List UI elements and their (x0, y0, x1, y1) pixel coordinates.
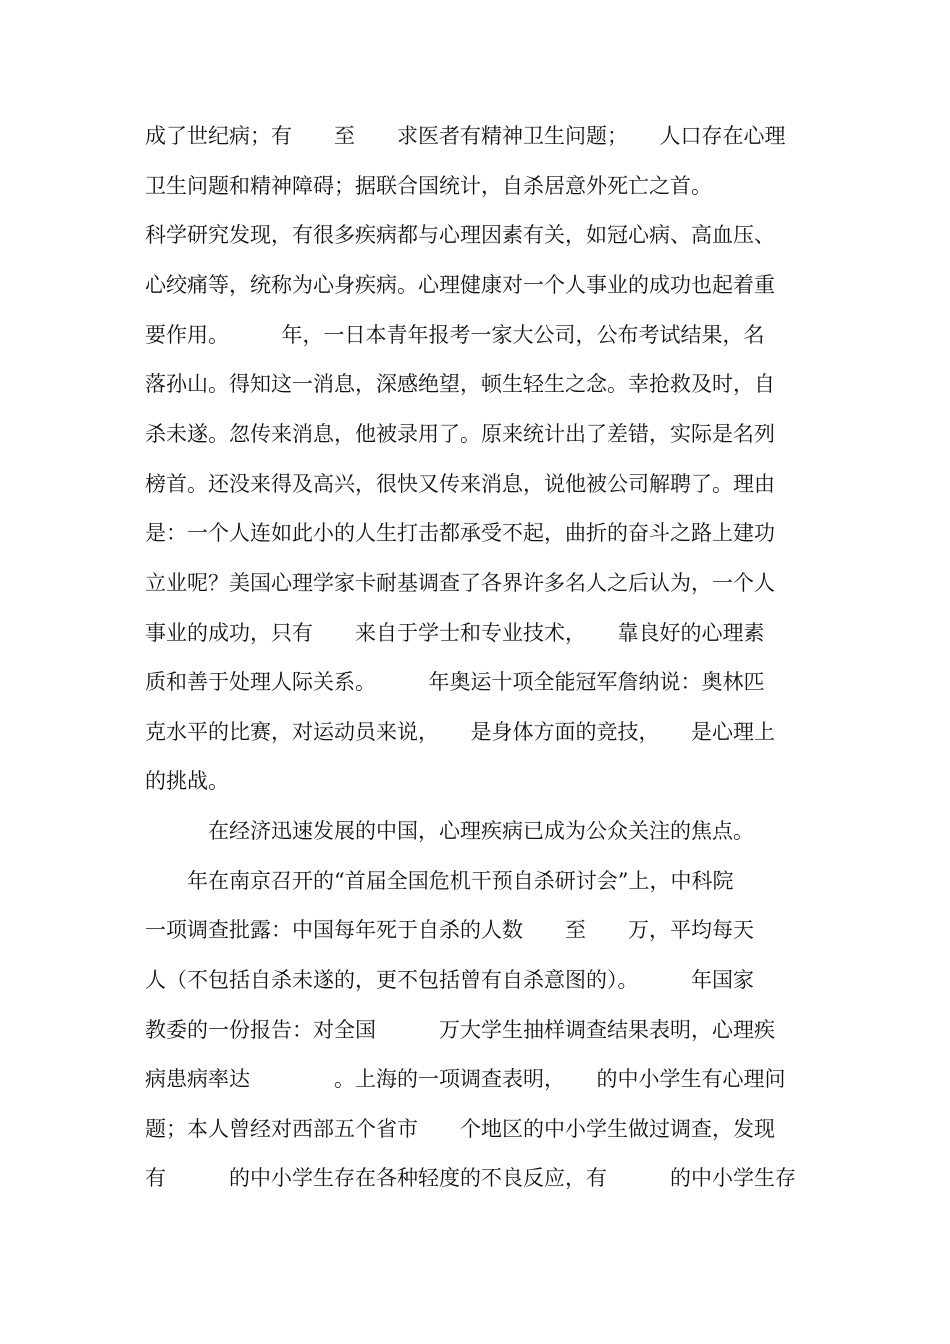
text-line-16: 年在南京召开的“首届全国危机干预自杀研讨会”上，中科院 (145, 869, 734, 893)
text-line-9: 是：一个人连如此小的人生打击都承受不起，曲折的奋斗之路上建功 (145, 521, 775, 545)
text-line-5: 要作用。 年，一日本青年报考一家大公司，公布考试结果，名 (145, 323, 765, 347)
text-line-3: 科学研究发现，有很多疾病都与心理因素有关，如冠心病、高血压、 (145, 223, 775, 247)
text-line-18: 人（不包括自杀未遂的，更不包括曾有自杀意图的）。 年国家 (145, 968, 754, 992)
text-line-1: 成了世纪病；有 至 求医者有精神卫生问题； 人口存在心理 (145, 124, 786, 148)
text-line-8: 榜首。还没来得及高兴，很快又传来消息，说他被公司解聘了。理由 (145, 472, 775, 496)
text-line-7: 杀未遂。忽传来消息，他被录用了。原来统计出了差错，实际是名列 (145, 422, 775, 446)
text-line-20: 病患病率达 。上海的一项调查表明， 的中小学生有心理问 (145, 1067, 786, 1091)
text-line-22: 有 的中小学生存在各种轻度的不良反应，有 的中小学生存 (145, 1166, 796, 1190)
text-line-6: 落孙山。得知这一消息，深感绝望，顿生轻生之念。幸抢救及时，自 (145, 372, 775, 396)
text-line-10: 立业呢？美国心理学家卡耐基调查了各界许多名人之后认为，一个人 (145, 571, 775, 595)
text-line-2: 卫生问题和精神障碍；据联合国统计，自杀居意外死亡之首。 (145, 174, 712, 198)
text-line-21: 题；本人曾经对西部五个省市 个地区的中小学生做过调查，发现 (145, 1117, 775, 1141)
text-line-4: 心绞痛等，统称为心身疾病。心理健康对一个人事业的成功也起着重 (145, 273, 775, 297)
text-line-19: 教委的一份报告：对全国 万大学生抽样调查结果表明，心理疾 (145, 1018, 775, 1042)
text-line-11: 事业的成功，只有 来自于学士和专业技术， 靠良好的心理素 (145, 621, 765, 645)
text-line-12: 质和善于处理人际关系。 年奥运十项全能冠军詹纳说：奥林匹 (145, 670, 765, 694)
text-line-14: 的挑战。 (145, 769, 229, 793)
text-line-17: 一项调查批露：中国每年死于自杀的人数 至 万，平均每天 (145, 918, 754, 942)
text-line-13: 克水平的比赛，对运动员来说， 是身体方面的竞技， 是心理上 (145, 720, 775, 744)
text-line-15: 在经济迅速发展的中国，心理疾病已成为公众关注的焦点。 (145, 819, 754, 843)
